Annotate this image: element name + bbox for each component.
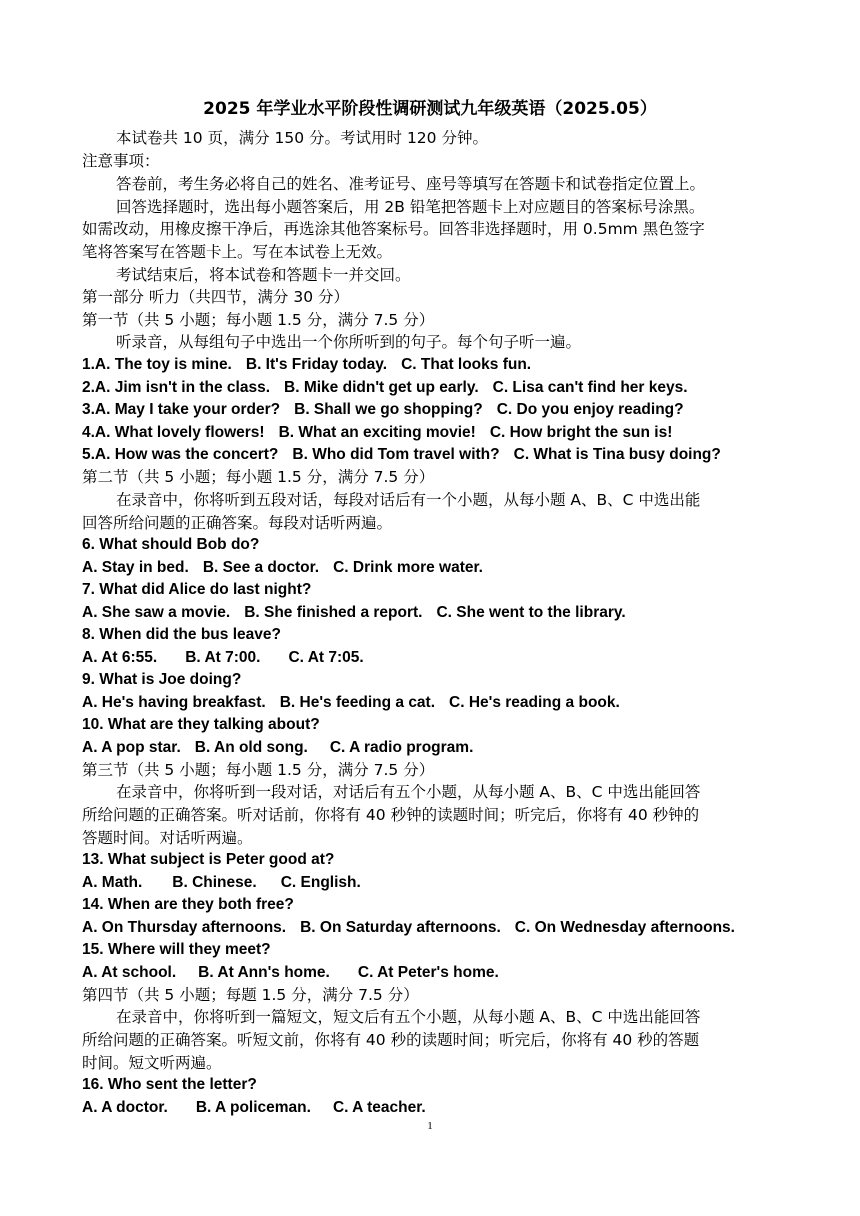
- option-a: A. On Thursday afternoons.: [82, 919, 287, 936]
- question-9-options: [82, 693, 634, 713]
- notice-line-4: 笔将答案写在答题卡上。写在本试卷上无效。: [82, 243, 393, 261]
- option-b: B. It's Friday today.: [245, 356, 388, 373]
- option-a: A. At 6:55.: [82, 649, 158, 666]
- option-a: 3.A. May I take your order?: [82, 401, 281, 418]
- section4-title: 第四节（共 5 小题；每题 1.5 分，满分 7.5 分）: [82, 986, 419, 1004]
- option-c: C. That looks fun.: [401, 356, 532, 373]
- option-a: A. He's having breakfast.: [82, 694, 266, 711]
- option-b: B. Mike didn't get up early.: [284, 379, 479, 396]
- question-6: 6. What should Bob do?: [82, 536, 260, 553]
- question-6-options: [82, 558, 497, 578]
- section3-instruction-1: 在录音中，你将听到一段对话，对话后有五个小题，从每小题 A、B、C 中选出能回答: [116, 783, 701, 801]
- section4-instruction-3: 时间。短文听两遍。: [82, 1054, 222, 1072]
- option-c: C. He's reading a book.: [449, 694, 620, 711]
- section2-instruction-2: 回答所给问题的正确答案。每段对话听两遍。: [82, 514, 393, 532]
- question-7-options: [82, 603, 640, 623]
- question-15: 15. Where will they meet?: [82, 941, 271, 958]
- question-4-options: [82, 423, 686, 443]
- question-9: 9. What is Joe doing?: [82, 671, 242, 688]
- option-c: C. What is Tina busy doing?: [513, 446, 721, 463]
- option-b: B. A policeman.: [195, 1099, 311, 1116]
- question-16: 16. Who sent the letter?: [82, 1076, 257, 1093]
- option-c: C. English.: [280, 874, 361, 891]
- option-a: 1.A. The toy is mine.: [82, 356, 232, 373]
- option-b: B. He's feeding a cat.: [279, 694, 436, 711]
- option-a: A. Stay in bed.: [82, 559, 189, 576]
- option-b: B. Shall we go shopping?: [294, 401, 483, 418]
- option-b: B. See a doctor.: [202, 559, 320, 576]
- option-c: C. How bright the sun is!: [489, 424, 673, 441]
- question-10-options: [82, 738, 487, 758]
- section4-instruction-1: 在录音中，你将听到一篇短文，短文后有五个小题，从每小题 A、B、C 中选出能回答: [116, 1008, 701, 1026]
- option-b: B. She finished a report.: [244, 604, 423, 621]
- notice-line-2: 回答选择题时，选出每小题答案后，用 2B 铅笔把答题卡上对应题目的答案标号涂黑。: [116, 198, 705, 216]
- option-c: C. At 7:05.: [288, 649, 364, 666]
- question-2-options: [82, 378, 702, 398]
- option-c: C. On Wednesday afternoons.: [514, 919, 735, 936]
- section2-instruction-1: 在录音中，你将听到五段对话，每段对话后有一个小题，从每小题 A、B、C 中选出能: [116, 491, 701, 509]
- notice-line-5: 考试结束后，将本试卷和答题卡一并交回。: [116, 266, 411, 284]
- option-c: C. Lisa can't find her keys.: [492, 379, 688, 396]
- question-15-options: [82, 963, 513, 983]
- notice-line-3: 如需改动，用橡皮擦干净后，再选涂其他答案标号。回答非选择题时，用 0.5mm 黑色签字: [82, 220, 705, 238]
- question-13: 13. What subject is Peter good at?: [82, 851, 335, 868]
- question-7: 7. What did Alice do last night?: [82, 581, 312, 598]
- option-a: A. A doctor.: [82, 1099, 168, 1116]
- option-a: A. A pop star.: [82, 739, 181, 756]
- question-10: 10. What are they talking about?: [82, 716, 320, 733]
- option-c: C. She went to the library.: [436, 604, 626, 621]
- option-b: B. Who did Tom travel with?: [292, 446, 500, 463]
- option-c: C. At Peter's home.: [357, 964, 499, 981]
- section3-title: 第三节（共 5 小题；每小题 1.5 分，满分 7.5 分）: [82, 761, 435, 779]
- exam-intro: 本试卷共 10 页，满分 150 分。考试用时 120 分钟。: [116, 129, 488, 147]
- option-c: C. A radio program.: [329, 739, 474, 756]
- question-14: 14. When are they both free?: [82, 896, 294, 913]
- section3-instruction-3: 答题时间。对话听两遍。: [82, 829, 253, 847]
- question-8-options: [82, 648, 378, 668]
- notice-line-1: 答卷前，考生务必将自己的姓名、准考证号、座号等填写在答题卡和试卷指定位置上。: [116, 175, 706, 193]
- section1-title: 第一节（共 5 小题；每小题 1.5 分，满分 7.5 分）: [82, 311, 435, 329]
- option-b: B. Chinese.: [172, 874, 257, 891]
- notice-label: 注意事项：: [82, 152, 160, 170]
- option-a: 2.A. Jim isn't in the class.: [82, 379, 271, 396]
- option-b: B. At 7:00.: [185, 649, 261, 666]
- section1-instruction: 听录音，从每组句子中选出一个你所听到的句子。每个句子听一遍。: [116, 333, 582, 351]
- option-a: A. At school.: [82, 964, 177, 981]
- question-8: 8. When did the bus leave?: [82, 626, 281, 643]
- question-16-options: [82, 1098, 440, 1118]
- section2-title: 第二节（共 5 小题；每小题 1.5 分，满分 7.5 分）: [82, 468, 435, 486]
- option-b: B. An old song.: [194, 739, 308, 756]
- option-a: A. Math.: [82, 874, 143, 891]
- option-b: B. At Ann's home.: [198, 964, 330, 981]
- page-title: 2025 年学业水平阶段性调研测试九年级英语（2025.05）: [203, 99, 657, 119]
- part1-heading: 第一部分 听力（共四节，满分 30 分）: [82, 288, 350, 306]
- question-13-options: [82, 873, 375, 893]
- option-c: C. Drink more water.: [333, 559, 483, 576]
- option-a: A. She saw a movie.: [82, 604, 231, 621]
- question-1-options: [82, 355, 545, 375]
- question-14-options: [82, 918, 749, 938]
- section4-instruction-2: 所给问题的正确答案。听短文前，你将有 40 秒的读题时间；听完后，你将有 40 秒的答题: [82, 1031, 700, 1049]
- option-c: C. Do you enjoy reading?: [496, 401, 684, 418]
- page-number: 1: [427, 1120, 433, 1132]
- option-c: C. A teacher.: [332, 1099, 426, 1116]
- question-3-options: [82, 400, 698, 420]
- question-5-options: [82, 445, 735, 465]
- section3-instruction-2: 所给问题的正确答案。听对话前，你将有 40 秒钟的读题时间；听完后，你将有 40 秒钟的: [82, 806, 700, 824]
- option-a: 4.A. What lovely flowers!: [82, 424, 265, 441]
- option-a: 5.A. How was the concert?: [82, 446, 279, 463]
- option-b: B. On Saturday afternoons.: [300, 919, 501, 936]
- option-b: B. What an exciting movie!: [278, 424, 476, 441]
